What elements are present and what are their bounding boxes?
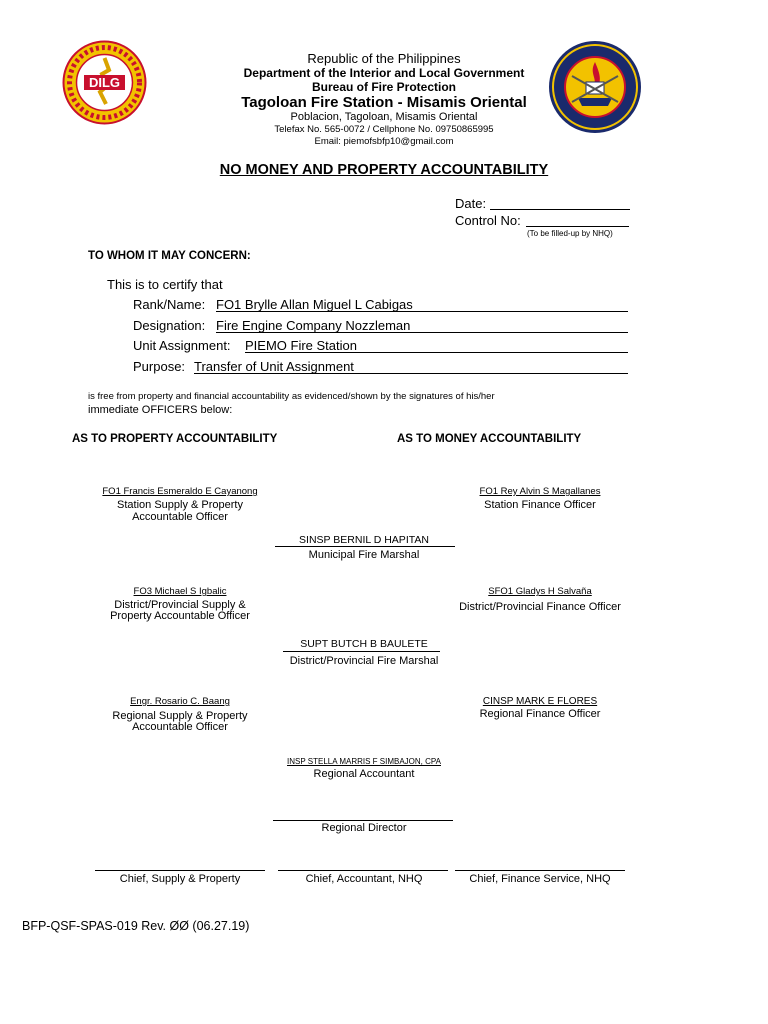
s11-title: Chief, Supply & Property — [119, 873, 241, 885]
s13-title: Chief, Finance Service, NHQ — [469, 873, 611, 885]
s11-signature-line — [95, 870, 265, 871]
s5-name: SFO1 Gladys H Salvaña — [488, 586, 592, 597]
s8-title: Regional Finance Officer — [479, 708, 601, 720]
purpose-underline — [194, 373, 628, 374]
control-label: Control No: — [455, 213, 521, 228]
s6-title: District/Provincial Fire Marshal — [289, 655, 439, 667]
s10-signature-line — [273, 820, 453, 821]
s1-title-1: Station Supply & Property — [117, 499, 243, 511]
s9-title: Regional Accountant — [313, 768, 415, 780]
s5-title: District/Provincial Finance Officer — [459, 601, 621, 613]
document-title: NO MONEY AND PROPERTY ACCOUNTABILITY — [219, 162, 549, 178]
s1-title-2: Accountable Officer — [132, 511, 228, 523]
section-money: AS TO MONEY ACCOUNTABILITY — [397, 433, 582, 445]
header-station: Tagoloan Fire Station - Misamis Oriental — [241, 94, 527, 111]
s8-name: CINSP MARK E FLORES — [482, 696, 598, 707]
s4-name: FO3 Michael S Igbalic — [133, 586, 227, 597]
date-label: Date: — [455, 196, 487, 211]
designation-value: Fire Engine Company Nozzleman — [216, 318, 411, 333]
unit-label: Unit Assignment: — [133, 338, 231, 353]
s9-name: INSP STELLA MARRIS F SIMBAJON, CPA — [287, 757, 441, 766]
s7-title-2: Accountable Officer — [132, 721, 228, 733]
s1-name: FO1 Francis Esmeraldo E Cayanong — [102, 486, 258, 497]
s13-signature-line — [455, 870, 625, 871]
s3-signature-line — [275, 546, 455, 547]
header-address: Poblacion, Tagoloan, Misamis Oriental — [290, 111, 478, 123]
statement-line2: immediate OFFICERS below: — [88, 404, 233, 416]
s3-title: Municipal Fire Marshal — [308, 549, 420, 561]
purpose-value: Transfer of Unit Assignment — [194, 359, 354, 374]
s6-signature-line — [283, 651, 440, 652]
header-telefax: Telefax No. 565-0072 / Cellphone No. 09750865995 — [274, 124, 494, 135]
header-republic: Republic of the Philippines — [307, 51, 461, 66]
header-bureau: Bureau of Fire Protection — [311, 80, 457, 94]
s12-title: Chief, Accountant, NHQ — [305, 873, 423, 885]
date-field-line[interactable] — [490, 209, 630, 210]
header-department: Department of the Interior and Local Government — [243, 66, 525, 80]
rank-underline — [216, 311, 628, 312]
designation-underline — [216, 332, 628, 333]
rank-value: FO1 Brylle Allan Miguel L Cabigas — [216, 297, 413, 312]
control-note: (To be filled-up by NHQ) — [527, 229, 613, 238]
s12-signature-line — [278, 870, 448, 871]
s4-title-1: District/Provincial Supply & — [114, 599, 246, 611]
s10-title: Regional Director — [321, 822, 407, 834]
salutation: TO WHOM IT MAY CONCERN: — [88, 250, 251, 262]
dilg-logo-text: DILG — [88, 75, 121, 90]
s2-name: FO1 Rey Alvin S Magallanes — [479, 486, 601, 497]
header-email: Email: piemofsbfp10@gmail.com — [314, 136, 454, 147]
s2-title: Station Finance Officer — [484, 499, 596, 511]
unit-value: PIEMO Fire Station — [245, 338, 357, 353]
rank-label: Rank/Name: — [133, 297, 206, 312]
s4-title-2: Property Accountable Officer — [110, 610, 250, 622]
s7-title-1: Regional Supply & Property — [112, 710, 248, 722]
s6-name: SUPT BUTCH B BAULETE — [300, 638, 428, 650]
designation-label: Designation: — [133, 318, 206, 333]
control-field-line[interactable] — [526, 226, 629, 227]
certify-text: This is to certify that — [107, 277, 223, 292]
unit-underline — [245, 352, 628, 353]
section-property: AS TO PROPERTY ACCOUNTABILITY — [72, 433, 278, 445]
form-code: BFP-QSF-SPAS-019 Rev. ØØ (06.27.19) — [22, 919, 250, 933]
s7-name: Engr. Rosario C. Baang — [130, 696, 230, 707]
statement-line1: is free from property and financial accountability as evidenced/shown by the signatures of his/her — [88, 391, 495, 402]
s3-name: SINSP BERNIL D HAPITAN — [299, 534, 429, 546]
purpose-label: Purpose: — [133, 359, 186, 374]
